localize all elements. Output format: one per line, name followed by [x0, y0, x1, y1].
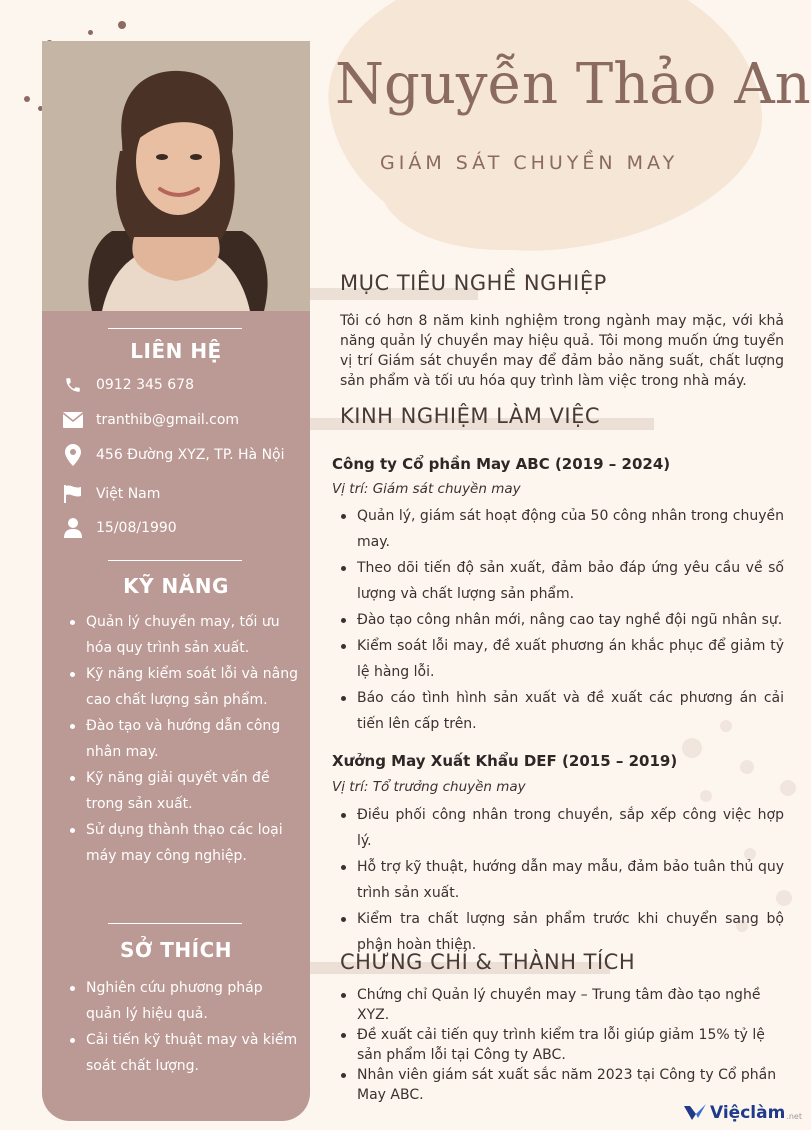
skill-item: Sử dụng thành thạo các loại máy may công nghiệp.	[68, 817, 298, 869]
objective-heading: MỤC TIÊU NGHỀ NGHIỆP	[340, 271, 607, 295]
contact-birthday	[62, 516, 177, 540]
objective-text: Tôi có hơn 8 năm kinh nghiệm trong ngành may mặc, với khả năng quản lý chuyền may hiệu quả. Tôi mong muốn ứng tuyển vị trí Giám sát chuyền may để đảm bảo năng suất, chất lượng sản phẩm và tối ưu hóa quy trình làm việc trong nhà máy.	[340, 313, 784, 389]
address-text: 456 Đường XYZ, TP. Hà Nội	[96, 447, 285, 463]
location-pin-icon	[62, 444, 84, 466]
duty-item: Hỗ trợ kỹ thuật, hướng dẫn may mẫu, đảm bảo tuân thủ quy trình sản xuất.	[336, 854, 784, 906]
certificates-list	[336, 985, 784, 1105]
hobbies-divider	[108, 923, 242, 924]
phone-text: 0912 345 678	[96, 377, 194, 393]
skill-item: Đào tạo và hướng dẫn công nhân may.	[68, 713, 298, 765]
hobby-item: Nghiên cứu phương pháp quản lý hiệu quả.	[68, 975, 298, 1027]
skills-heading: KỸ NĂNG	[123, 574, 229, 598]
contact-heading: LIÊN HỆ	[130, 339, 222, 363]
vieclam-logo-text: Việclàm	[710, 1103, 786, 1123]
duty-item: Đào tạo công nhân mới, nâng cao tay nghề đội ngũ nhân sự.	[336, 607, 784, 633]
country-text: Việt Nam	[96, 486, 161, 502]
certificate-item: Đề xuất cải tiến quy trình kiểm tra lỗi giúp giảm 15% tỷ lệ sản phẩm lỗi tại Công ty ABC.	[336, 1025, 784, 1065]
job-company: Xưởng May Xuất Khẩu DEF (2015 – 2019)	[332, 752, 678, 770]
user-icon	[62, 517, 84, 539]
birthday-text: 15/08/1990	[96, 520, 177, 536]
decor-blob-lower	[380, 120, 620, 250]
email-text: tranthib@gmail.com	[96, 412, 240, 428]
candidate-name: Nguyễn Thảo An	[335, 52, 811, 117]
job-position: Vị trí: Giám sát chuyền may	[332, 481, 521, 497]
mail-icon	[62, 409, 84, 431]
certificate-item: Chứng chỉ Quản lý chuyền may – Trung tâm đào tạo nghề XYZ.	[336, 985, 784, 1025]
phone-icon	[62, 374, 84, 396]
certificate-item: Nhân viên giám sát xuất sắc năm 2023 tại Công ty Cổ phần May ABC.	[336, 1065, 784, 1105]
job-position: Vị trí: Tổ trưởng chuyền may	[332, 779, 526, 795]
vieclam-logo-suffix: .net	[786, 1111, 802, 1121]
contact-address	[62, 443, 285, 467]
certificates-heading: CHỨNG CHỈ & THÀNH TÍCH	[340, 950, 636, 974]
sidebar	[42, 41, 310, 1121]
vieclam-logo	[684, 1103, 802, 1123]
job-duties	[336, 503, 784, 737]
contact-country	[62, 482, 160, 506]
job-company: Công ty Cổ phần May ABC (2019 – 2024)	[332, 455, 671, 473]
hobby-item: Cải tiến kỹ thuật may và kiểm soát chất lượng.	[68, 1027, 298, 1079]
contact-email	[62, 408, 239, 432]
duty-item: Kiểm soát lỗi may, đề xuất phương án khắc phục để giảm tỷ lệ hàng lỗi.	[336, 633, 784, 685]
duty-item: Theo dõi tiến độ sản xuất, đảm bảo đáp ứng yêu cầu về số lượng và chất lượng sản phẩm.	[336, 555, 784, 607]
flag-icon	[62, 483, 84, 505]
skill-item: Quản lý chuyền may, tối ưu hóa quy trình sản xuất.	[68, 609, 298, 661]
contact-divider	[108, 328, 242, 329]
vieclam-logo-icon	[684, 1104, 706, 1122]
skills-list	[68, 609, 298, 869]
duty-item: Báo cáo tình hình sản xuất và đề xuất các phương án cải tiến lên cấp trên.	[336, 685, 784, 737]
job-duties	[336, 802, 784, 958]
skill-item: Kỹ năng kiểm soát lỗi và nâng cao chất lượng sản phẩm.	[68, 661, 298, 713]
duty-item: Kiểm tra chất lượng sản phẩm trước khi chuyển sang bộ phận hoàn thiện.	[336, 906, 784, 958]
experience-heading: KINH NGHIỆM LÀM VIỆC	[340, 404, 601, 428]
profile-photo	[42, 41, 310, 311]
hobbies-list	[68, 975, 298, 1079]
candidate-role: GIÁM SÁT CHUYỀN MAY	[380, 152, 679, 174]
skills-divider	[108, 560, 242, 561]
duty-item: Quản lý, giám sát hoạt động của 50 công nhân trong chuyền may.	[336, 503, 784, 555]
hobbies-heading: SỞ THÍCH	[119, 938, 233, 962]
contact-phone	[62, 373, 194, 397]
skill-item: Kỹ năng giải quyết vấn đề trong sản xuất.	[68, 765, 298, 817]
duty-item: Điều phối công nhân trong chuyền, sắp xếp công việc hợp lý.	[336, 802, 784, 854]
